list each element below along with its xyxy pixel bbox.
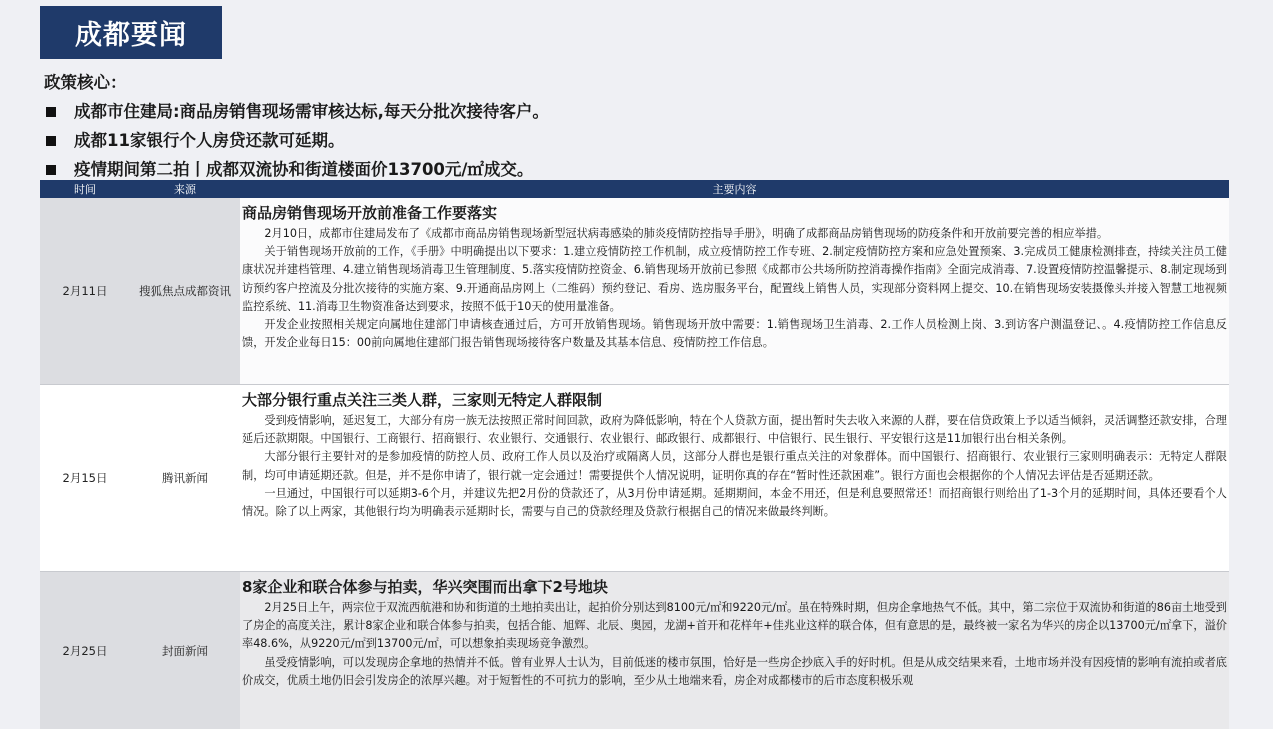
row-source: 封面新闻 — [130, 572, 240, 729]
row-date: 2月15日 — [40, 385, 130, 572]
policy-bullet-text: 成都11家银行个人房贷还款可延期。 — [74, 128, 344, 153]
news-title: 大部分银行重点关注三类人群，三家则无特定人群限制 — [242, 389, 1227, 411]
news-paragraph: 一旦通过，中国银行可以延期3-6个月，并建议先把2月份的贷款还了，从3月份申请延期。延期期间，本金不用还，但是利息要照常还！而招商银行则给出了1-3个月的延期时间，具体还要看个人情况。除了以上两家，其他银行均为明确表示延期时长，需要与自己的贷款经理及贷款行根据自己的情况来做最终判断。 — [242, 485, 1227, 521]
news-paragraph: 开发企业按照相关规定向属地住建部门申请核查通过后，方可开放销售现场。销售现场开放中需要：1.销售现场卫生消毒、2.工作人员检测上岗、3.到访客户测温登记、。4.疫情防控工作信息反馈，开发企业每日15：00前向属地住建部门报告销售现场接待客户数量及其基本信息、疫情防控工作信息。 — [242, 316, 1227, 352]
policy-heading: 政策核心： — [44, 70, 1234, 95]
policy-bullet-text: 成都市住建局:商品房销售现场需审核达标,每天分批次接待客户。 — [74, 99, 549, 124]
news-paragraph: 大部分银行主要针对的是参加疫情的防控人员、政府工作人员以及治疗或隔离人员，这部分人群也是银行重点关注的对象群体。而中国银行、招商银行、农业银行三家则明确表示：无特定人群限制，均可申请延期还款。但是，并不是你申请了，银行就一定会通过！需要提供个人情况说明，证明你真的存在“暂时性还款困难”。银行方面也会根据你的个人情况去评估是否延期还款。 — [242, 448, 1227, 484]
news-paragraph: 2月10日，成都市住建局发布了《成都市商品房销售现场新型冠状病毒感染的肺炎疫情防控指导手册》，明确了成都商品房销售现场的防疫条件和开放前要完善的相应举措。 — [242, 225, 1227, 243]
row-content — [240, 198, 1229, 385]
square-bullet-icon — [46, 107, 56, 117]
news-paragraph: 关于销售现场开放前的工作，《手册》中明确提出以下要求：1.建立疫情防控工作机制，成立疫情防控工作专班、2.制定疫情防控方案和应急处置预案、3.完成员工健康检测排查，持续关注员工健康状况并建档管理、4.建立销售现场消毒卫生管理制度、5.落实疫情防控资金、6.销售现场开放前已参照《成都市公共场所防控消毒操作指南》全面完成消毒、7.设置疫情防控温馨提示、8.制定现场到访预约客户控流及分批次接待的实施方案、9.开通商品房网上（二维码）预约登记、看房、选房服务平台，配置线上销售人员，实现部分资料网上提交、10.在销售现场安装摄像头并接入智慧工地视频监控系统、11.消毒卫生物资准备达到要求，按照不低于10天的使用量准备。 — [242, 243, 1227, 316]
row-source: 腾讯新闻 — [130, 385, 240, 572]
policy-bullet-text: 疫情期间第二拍丨成都双流协和街道楼面价13700元/㎡成交。 — [74, 157, 533, 182]
table-row — [40, 385, 1229, 572]
row-source: 搜狐焦点成都资讯 — [130, 198, 240, 385]
table-row — [40, 572, 1229, 729]
row-date: 2月25日 — [40, 572, 130, 729]
header-source: 来源 — [130, 180, 240, 198]
news-title: 8家企业和联合体参与拍卖，华兴突围而出拿下2号地块 — [242, 576, 1227, 598]
square-bullet-icon — [46, 136, 56, 146]
table-row — [40, 198, 1229, 385]
policy-core-section — [44, 70, 1234, 184]
row-date: 2月11日 — [40, 198, 130, 385]
row-content — [240, 572, 1229, 729]
policy-bullet — [44, 126, 1234, 155]
news-paragraph: 受到疫情影响，延迟复工，大部分有房一族无法按照正常时间回款，政府为降低影响，特在个人贷款方面，提出暂时失去收入来源的人群，要在信贷政策上予以适当倾斜，灵活调整还款安排，合理延后还款期限。中国银行、工商银行、招商银行、农业银行、交通银行、农业银行、邮政银行、成都银行、中信银行、民生银行、平安银行这是11加银行出台相关条例。 — [242, 412, 1227, 448]
policy-bullet — [44, 97, 1234, 126]
page-title: 成都要闻 — [40, 6, 222, 59]
square-bullet-icon — [46, 165, 56, 175]
news-table — [40, 180, 1229, 729]
news-paragraph: 虽受疫情影响，可以发现房企拿地的热情并不低。曾有业界人士认为，目前低迷的楼市氛围，恰好是一些房企抄底入手的好时机。但是从成交结果来看，土地市场并没有因疫情的影响有流拍或者底价成交，优质土地仍旧会引发房企的浓厚兴趣。对于短暂性的不可抗力的影响，至少从土地端来看，房企对成都楼市的后市态度积极乐观 — [242, 654, 1227, 690]
news-title: 商品房销售现场开放前准备工作要落实 — [242, 202, 1227, 224]
header-date: 时间 — [40, 180, 130, 198]
row-content — [240, 385, 1229, 572]
news-paragraph: 2月25日上午，两宗位于双流西航港和协和街道的土地拍卖出让，起拍价分别达到8100元/㎡和9220元/㎡。虽在特殊时期，但房企拿地热气不低。其中，第二宗位于双流协和街道的86亩土地受到了房企的高度关注，累计8家企业和联合体参与拍卖，包括合能、旭辉、北辰、奥园，龙湖+首开和花样年+佳兆业这样的联合体，但有意思的是，最终被一家名为华兴的房企以13700元/㎡拿下，溢价率48.6%，从9220元/㎡到13700元/㎡，可以想象拍卖现场竞争激烈。 — [242, 599, 1227, 654]
header-content: 主要内容 — [240, 180, 1229, 198]
table-header-row — [40, 180, 1229, 198]
